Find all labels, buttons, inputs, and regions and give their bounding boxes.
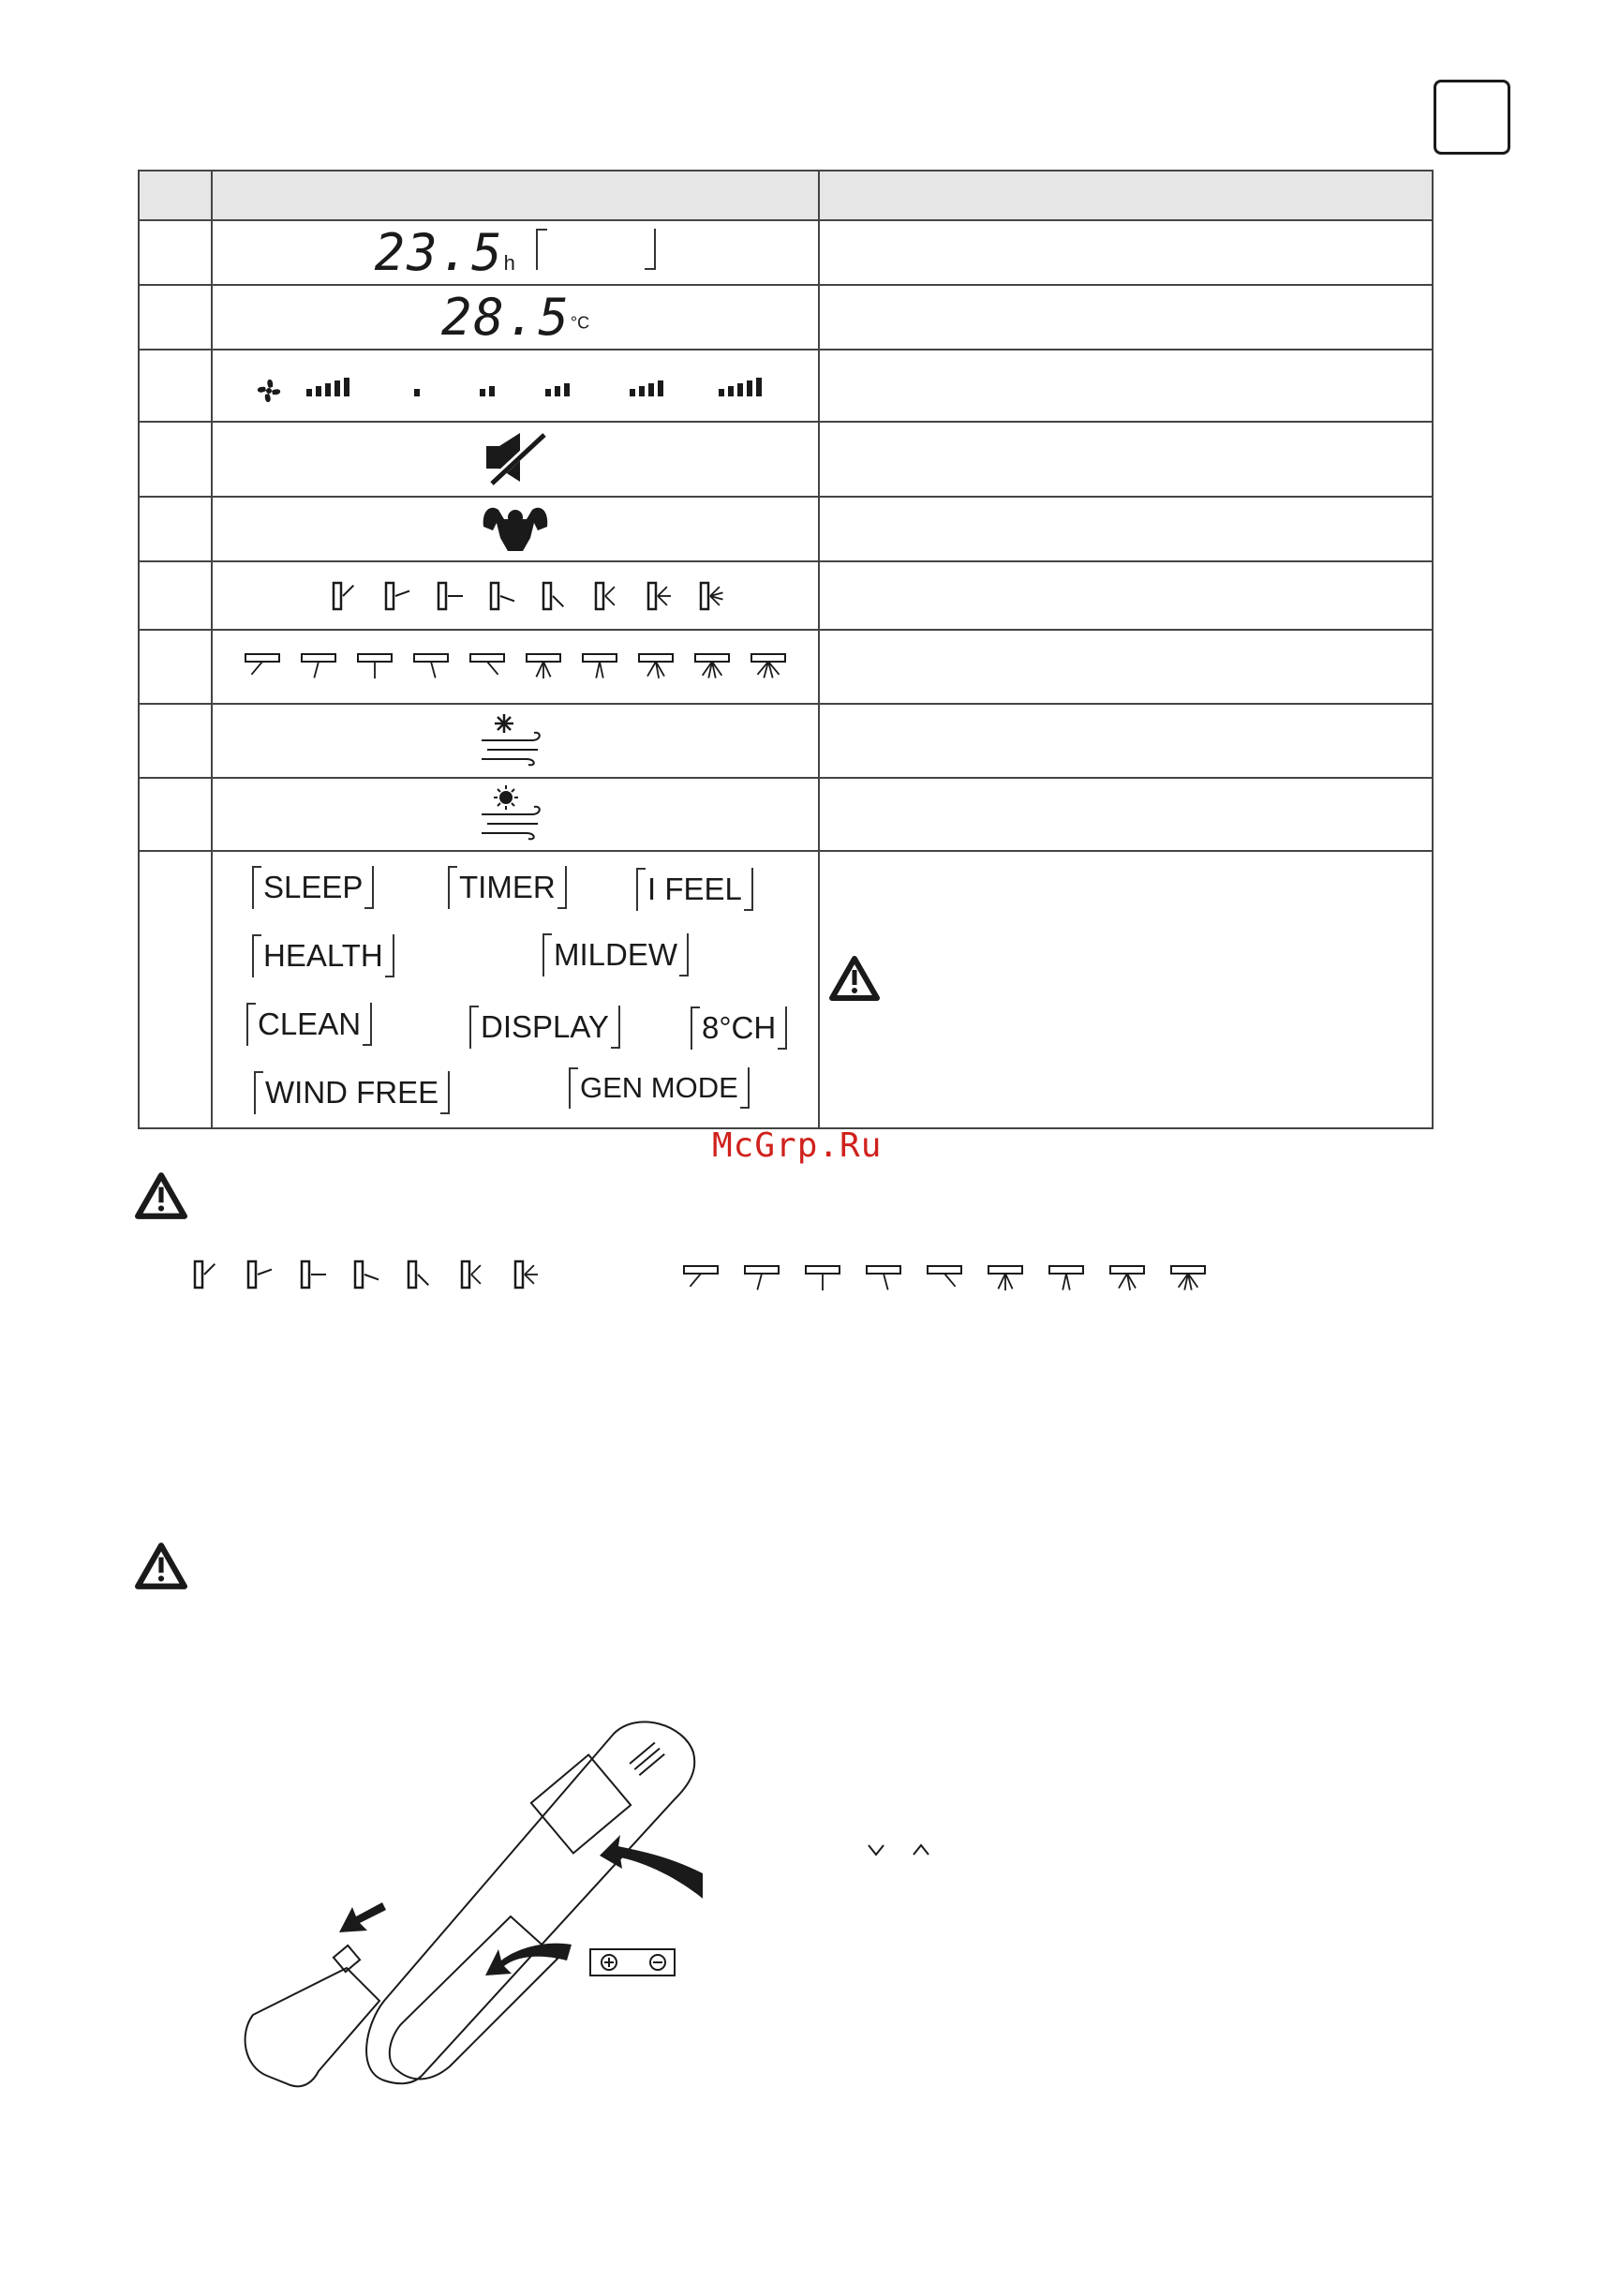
vertical-swing-positions [187,1251,562,1298]
vertical-swing-icons [300,573,731,619]
fan-bar [480,389,485,396]
table-row [139,285,1433,350]
table-row [139,350,1433,422]
fan-bar [737,383,743,396]
mute-symbol-cell [212,422,819,497]
fan-level-icon [545,383,570,396]
horizontal-louver-icon [639,654,673,678]
horizontal-louver-icon [358,654,392,678]
vertical-vane-icon [596,583,615,609]
chevron-down-icon [869,1845,884,1855]
vertical-vane-icon [334,583,353,609]
fan-bar [728,386,734,396]
fan-symbol-cell [212,350,819,422]
label-health: HEALTH [252,934,394,977]
table-row [139,497,1433,561]
warning-icon [829,955,880,1002]
vertical-vane-icon [648,583,671,609]
table-row [139,422,1433,497]
vertical-vane-icon [515,1261,538,1288]
horizontal-swing-icons [225,649,806,686]
fan-bar [306,389,312,396]
vertical-swing-cell [212,561,819,630]
fan-bar [489,386,495,396]
heat-wind-icon [478,783,553,842]
fan-level-icon [306,378,349,396]
vertical-vane-icon [409,1261,428,1288]
fan-bar [756,378,762,396]
horizontal-louver-icon [806,1266,840,1290]
warning-icon [135,1171,187,1220]
horizontal-louver-icon [1171,1266,1205,1290]
horizontal-louver-icon [695,654,729,678]
cool-wind-icon [478,708,553,768]
function-labels-cell [212,851,819,1128]
vertical-vane-icon [386,583,409,609]
table-row [139,220,1433,285]
fan-bar [648,383,654,396]
horizontal-louver-icon [245,654,279,675]
fan-level-icon [414,389,420,396]
turbo-strongman-icon [478,500,553,553]
horizontal-louver-icon [527,654,560,678]
label-clean: CLEAN [246,1003,372,1046]
vertical-vane-icon [543,583,563,609]
label-gen-mode: GEN MODE [569,1067,750,1109]
vertical-vane-icon [302,1261,326,1288]
watermark: McGrp.Ru [712,1126,883,1165]
remote-battery-illustration [234,1715,703,2109]
horizontal-swing-positions [680,1260,1233,1298]
warning-icon [135,1542,187,1590]
fan-level-icon [719,378,762,396]
table-row [139,851,1433,1128]
mute-icon [483,429,548,485]
label-timer: TIMER [448,866,567,909]
header-cell [139,171,212,220]
heat-wind-cell [212,778,819,851]
fan-bar [545,389,551,396]
label-ifeel: I FEEL [636,868,753,911]
fan-bar [555,386,560,396]
fan-level-icon [480,386,495,396]
temp-readout: 28.5 [440,288,571,347]
horizontal-louver-icon [414,654,448,678]
vertical-vane-icon [701,583,723,609]
table-row [139,561,1433,630]
header-cell [819,171,1433,220]
horizontal-louver-icon [745,1266,779,1290]
fan-bar [414,389,420,396]
table-row [139,704,1433,778]
horizontal-louver-icon [470,654,504,675]
vertical-vane-icon [355,1261,379,1288]
label-8ch: 8°CH [691,1006,787,1050]
table-row [139,630,1433,704]
fan-icon [258,380,280,402]
horizontal-louver-icon [928,1266,961,1287]
timer-symbol-cell [212,220,819,285]
temp-symbol-cell [212,285,819,350]
label-description-cell [819,851,1433,1128]
symbol-table [138,170,1434,1129]
table-header [139,171,1433,220]
fan-bar [316,386,321,396]
cool-wind-cell [212,704,819,778]
fan-bar [334,380,340,396]
horizontal-louver-icon [583,654,617,678]
up-down-chevron-icons [867,1841,942,1860]
horizontal-louver-icon [1110,1266,1144,1290]
fan-bar [325,383,331,396]
label-sleep: SLEEP [252,866,374,909]
header-cell [212,171,819,220]
vertical-vane-icon [462,1261,481,1288]
timer-bracket-box [536,229,656,270]
fan-bar [564,383,570,396]
fan-bar [639,386,645,396]
fan-level-icon [630,380,663,396]
page-tab [1434,80,1510,155]
horizontal-louver-icon [1049,1266,1083,1290]
fan-speed-icons [213,355,820,411]
fan-bar [747,380,752,396]
vertical-vane-icon [195,1261,215,1288]
fan-bar [719,389,724,396]
turbo-symbol-cell [212,497,819,561]
horizontal-louver-icon [751,654,785,678]
horizontal-louver-icon [867,1266,900,1290]
horizontal-swing-cell [212,630,819,704]
label-display: DISPLAY [469,1006,620,1049]
temp-unit: °C [570,313,590,333]
vertical-vane-icon [438,583,463,609]
horizontal-louver-icon [302,654,335,678]
vertical-vane-icon [248,1261,272,1288]
fan-bar [344,378,349,396]
table-row [139,778,1433,851]
label-wind-free: WIND FREE [254,1071,450,1114]
chevron-up-icon [914,1845,929,1855]
fan-bar [630,389,635,396]
label-mildew: MILDEW [542,933,689,977]
horizontal-louver-icon [684,1266,718,1287]
horizontal-louver-icon [988,1266,1022,1290]
vertical-vane-icon [491,583,514,609]
timer-unit: h [503,251,515,275]
timer-readout: 23.5 [374,223,504,282]
fan-bar [658,380,663,396]
